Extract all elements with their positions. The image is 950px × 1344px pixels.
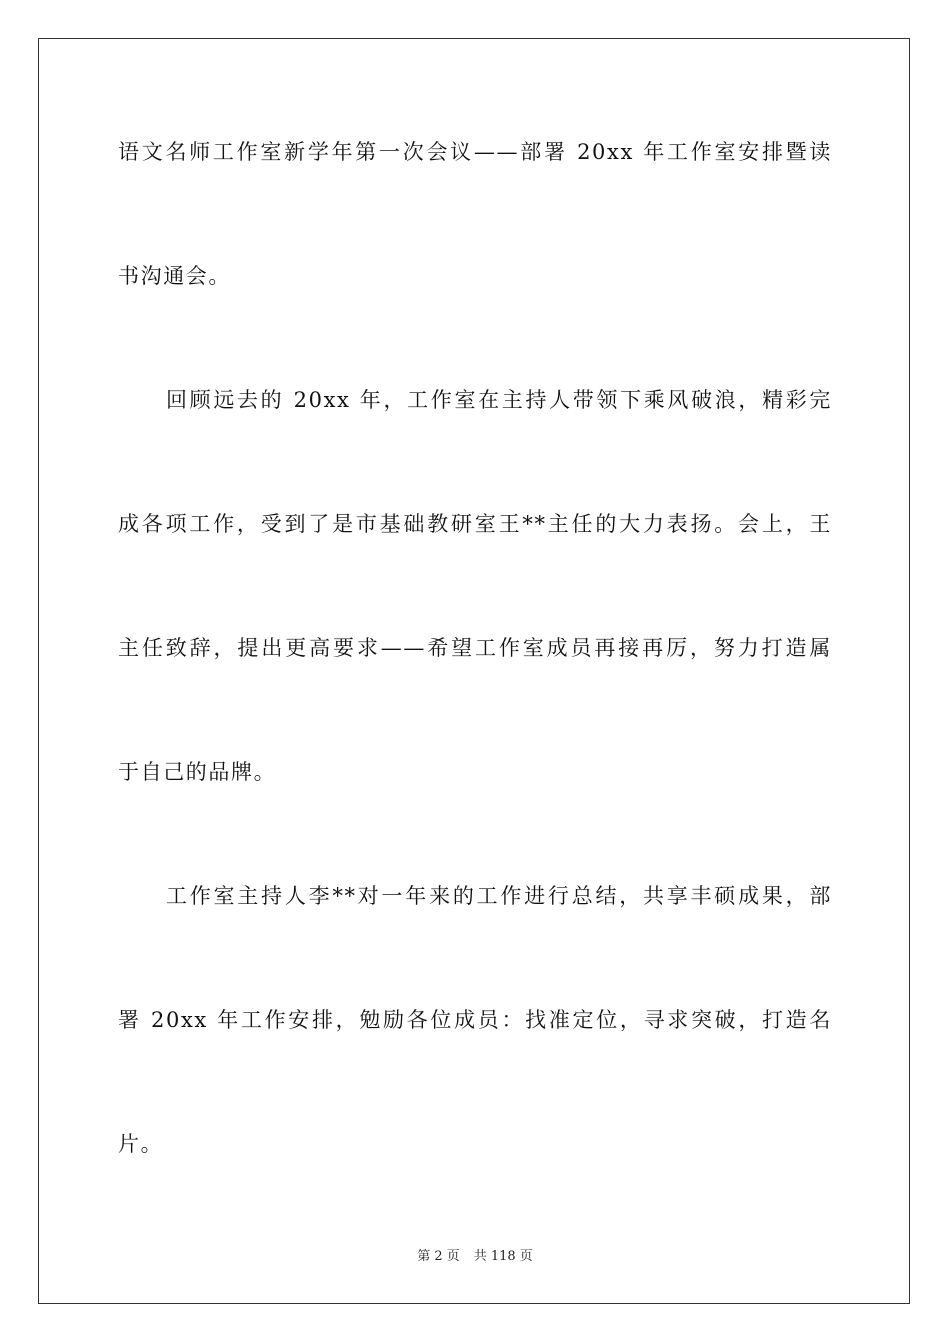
page-footer	[0, 1248, 950, 1266]
paragraph-2-line-4: 于自己的品牌。	[118, 760, 277, 784]
paragraph-2-line-3: 主任致辞，提出更高要求——希望工作室成员再接再厉，努力打造属	[118, 636, 832, 660]
paragraph-2-line-1: 回顾远去的 20xx 年，工作室在主持人带领下乘风破浪，精彩完	[166, 388, 832, 412]
page-number: 第 2 页	[417, 1249, 460, 1264]
paragraph-1-line-2: 书沟通会。	[118, 264, 231, 288]
paragraph-2-line-2: 成各项工作，受到了是市基础教研室王**主任的大力表扬。会上，王	[118, 512, 832, 536]
paragraph-3-line-2: 署 20xx 年工作安排，勉励各位成员：找准定位，寻求突破，打造名	[118, 1008, 832, 1032]
total-pages: 共 118 页	[473, 1249, 533, 1264]
page-frame	[38, 38, 910, 1304]
paragraph-1-line-1: 语文名师工作室新学年第一次会议——部署 20xx 年工作室安排暨读	[118, 140, 832, 164]
paragraph-3-line-3: 片。	[118, 1132, 164, 1156]
paragraph-3-line-1: 工作室主持人李**对一年来的工作进行总结，共享丰硕成果，部	[166, 884, 832, 908]
